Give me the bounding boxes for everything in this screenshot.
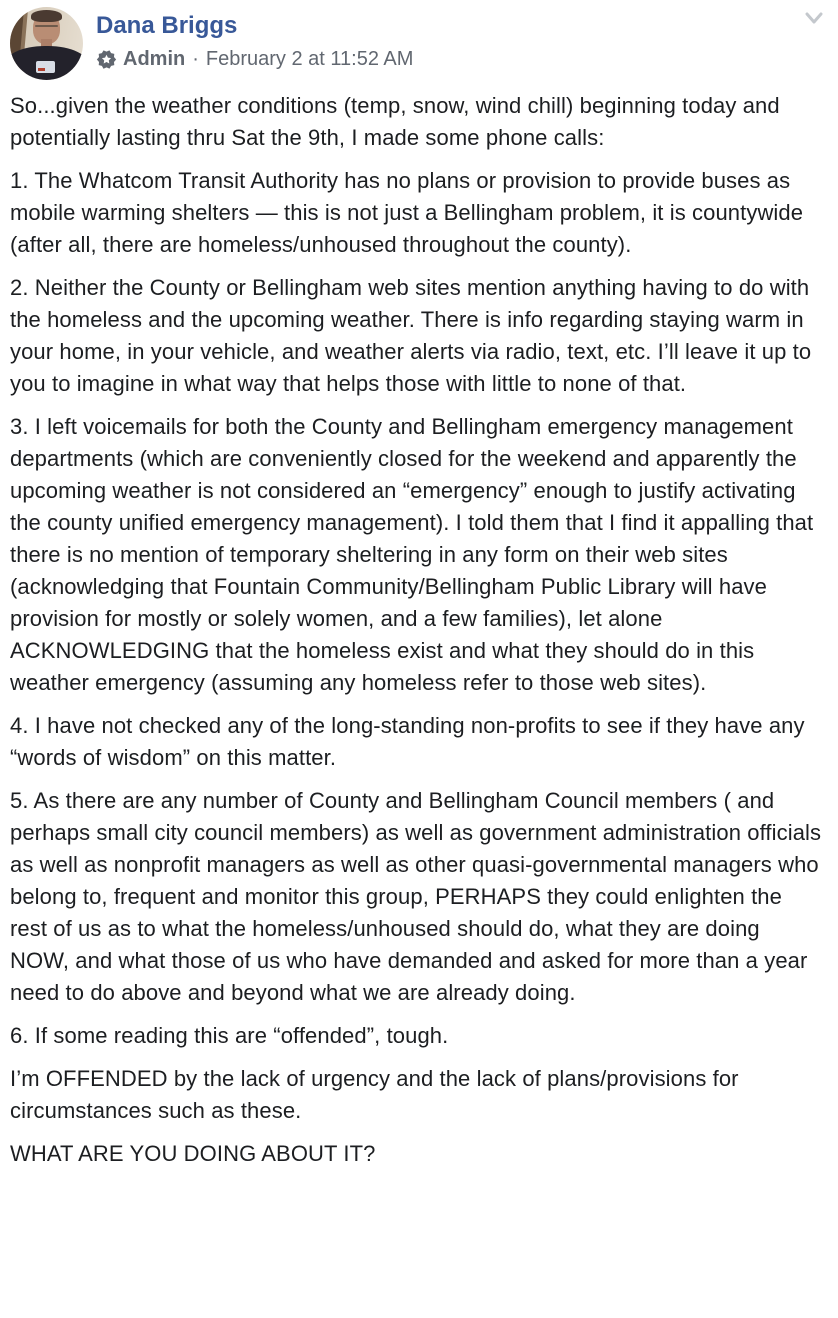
post-paragraph: 1. The Whatcom Transit Authority has no plans or provision to provide buses as mobile warming shelters — this is not just a Bellingham problem, it is countywide (after all, there are homeless/unhoused throughout the county).	[10, 168, 804, 257]
post-paragraph: 3. I left voicemails for both the County and Bellingham emergency management departments (which are conveniently closed for the weekend and apparently the upcoming weather is not considered an “emergency” enough to justify activating the county unified emergency management). I told them that I find it appalling that there is no mention of temporary sheltering in any form on their web sites (acknowledging that Fountain Community/Bellingham Public Library will have provision for mostly or solely women, and a few families), let alone ACKNOWLEDGING that the homeless exist and what they should do in this weather emergency (assuming any homeless refer to those web sites).	[10, 414, 814, 695]
post-header	[0, 0, 838, 80]
post-paragraph: I’m OFFENDED by the lack of urgency and the lack of plans/provisions for circumstances such as these.	[10, 1066, 739, 1123]
post-meta	[96, 47, 413, 71]
meta-separator: ·	[192, 48, 199, 70]
avatar-photo-patch	[38, 68, 45, 71]
admin-badge-label: Admin	[123, 48, 186, 70]
post-paragraph: 6. If some reading this are “offended”, tough.	[10, 1023, 449, 1048]
admin-badge-icon	[96, 49, 117, 70]
author-name-link[interactable]: Dana Briggs	[96, 12, 238, 39]
post-paragraph: So...given the weather conditions (temp, snow, wind chill) beginning today and potentially lasting thru Sat the 9th, I made some phone calls:	[10, 93, 780, 150]
post-paragraph: 4. I have not checked any of the long-standing non-profits to see if they have any “words of wisdom” on this matter.	[10, 713, 805, 770]
avatar-photo-glasses	[35, 25, 58, 27]
avatar[interactable]	[10, 7, 83, 80]
header-text	[96, 7, 413, 71]
collapse-post-button[interactable]	[800, 6, 828, 30]
post-paragraph: 2. Neither the County or Bellingham web sites mention anything having to do with the homeless and the upcoming weather. There is info regarding staying warm in your home, in your vehicle, and weather alerts via radio, text, etc. I’ll leave it up to you to imagine in what way that helps those with little to none of that.	[10, 275, 812, 396]
post-body	[0, 80, 838, 1170]
post-timestamp[interactable]: February 2 at 11:52 AM	[205, 48, 414, 70]
chevron-down-icon	[800, 6, 828, 30]
post-paragraph: WHAT ARE YOU DOING ABOUT IT?	[10, 1141, 376, 1166]
avatar-photo-hair	[31, 10, 62, 22]
post-paragraph: 5. As there are any number of County and Bellingham Council members ( and perhaps small city council members) as well as government administration officials as well as nonprofit managers as well as other quasi-governmental managers who belong to, frequent and monitor this group, PERHAPS they could enlighten the rest of us as to what the homeless/unhoused should do, what they are doing NOW, and what those of us who have demanded and asked for more than a year need to do above and beyond what we are already doing.	[10, 788, 822, 1005]
